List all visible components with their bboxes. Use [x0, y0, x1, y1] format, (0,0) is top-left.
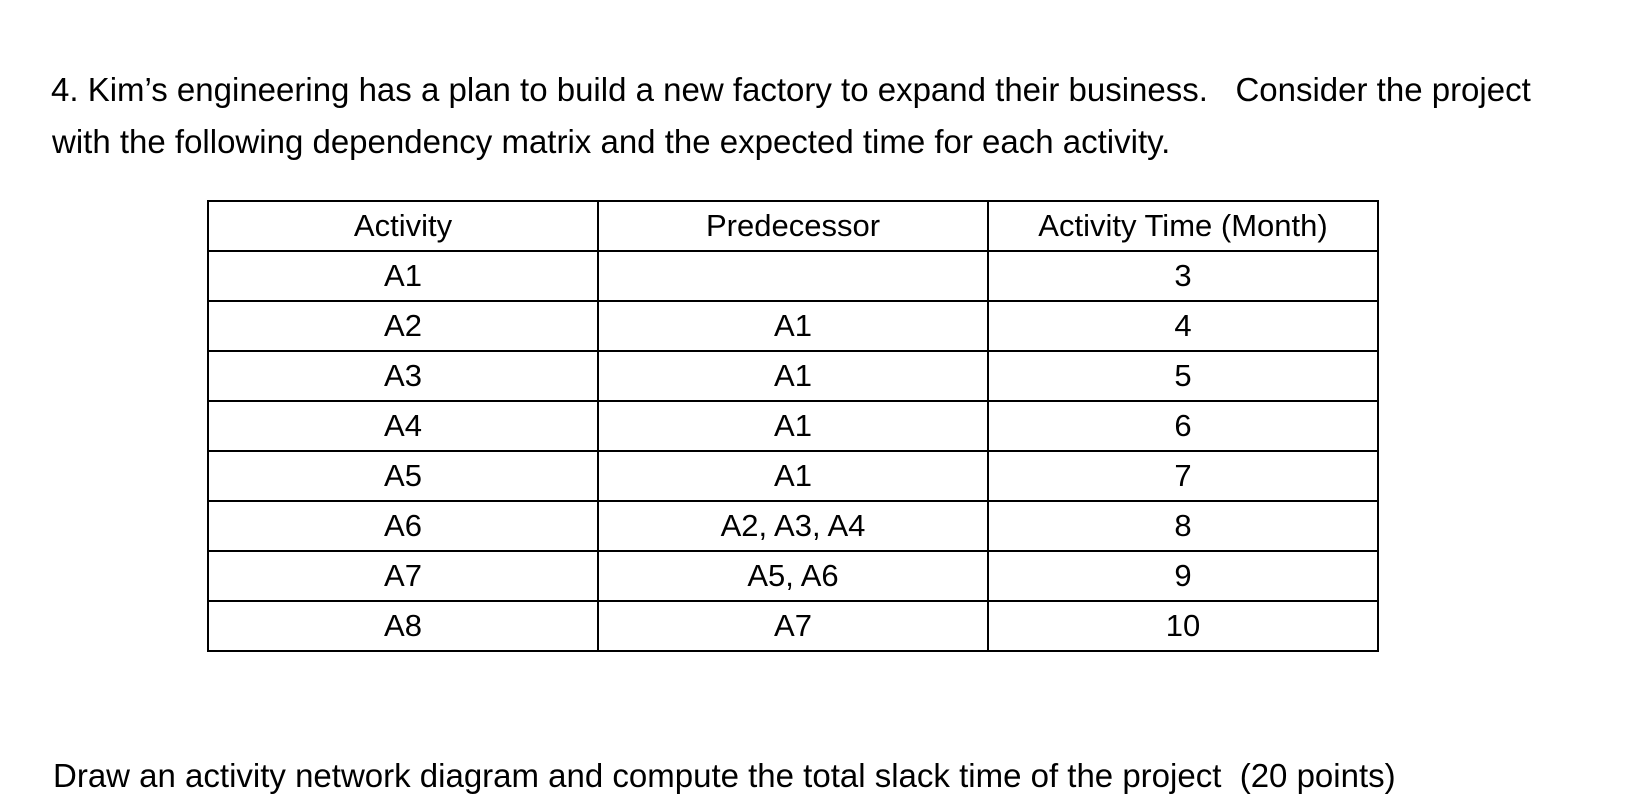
question-text: Draw an activity network diagram and compute the total slack time of the project (20 points) — [53, 757, 1396, 794]
activity-cell: A5 — [208, 451, 598, 501]
table-row — [208, 451, 1378, 501]
table-row — [208, 551, 1378, 601]
header-predecessor: Predecessor — [598, 201, 988, 251]
predecessor-cell: A7 — [598, 601, 988, 651]
activity-time-cell: 3 — [988, 251, 1378, 301]
problem-statement — [52, 64, 1612, 168]
predecessor-cell: A2, A3, A4 — [598, 501, 988, 551]
header-activity-time: Activity Time (Month) — [988, 201, 1378, 251]
activity-cell: A1 — [208, 251, 598, 301]
predecessor-cell: A5, A6 — [598, 551, 988, 601]
table-row — [208, 401, 1378, 451]
table-header-row — [208, 201, 1378, 251]
activity-time-cell: 5 — [988, 351, 1378, 401]
activity-time-cell: 4 — [988, 301, 1378, 351]
predecessor-cell: A1 — [598, 401, 988, 451]
activity-cell: A4 — [208, 401, 598, 451]
predecessor-cell: A1 — [598, 351, 988, 401]
activity-cell: A3 — [208, 351, 598, 401]
table-row — [208, 351, 1378, 401]
activity-cell: A6 — [208, 501, 598, 551]
activity-time-cell: 7 — [988, 451, 1378, 501]
dependency-matrix-table — [207, 200, 1379, 652]
problem-statement-line-2: with the following dependency matrix and the expected time for each activity. — [52, 123, 1171, 160]
table-row — [208, 251, 1378, 301]
activity-time-cell: 9 — [988, 551, 1378, 601]
problem-statement-line-1: 4. Kim’s engineering has a plan to build a new factory to expand their business. Consider the project — [51, 71, 1531, 108]
activity-time-cell: 10 — [988, 601, 1378, 651]
activity-cell: A2 — [208, 301, 598, 351]
table-row — [208, 301, 1378, 351]
header-activity: Activity — [208, 201, 598, 251]
activity-cell: A7 — [208, 551, 598, 601]
activity-time-cell: 6 — [988, 401, 1378, 451]
predecessor-cell: A1 — [598, 301, 988, 351]
predecessor-cell: A1 — [598, 451, 988, 501]
activity-time-cell: 8 — [988, 501, 1378, 551]
table-row — [208, 501, 1378, 551]
table-row — [208, 601, 1378, 651]
activity-cell: A8 — [208, 601, 598, 651]
predecessor-cell — [598, 251, 988, 301]
